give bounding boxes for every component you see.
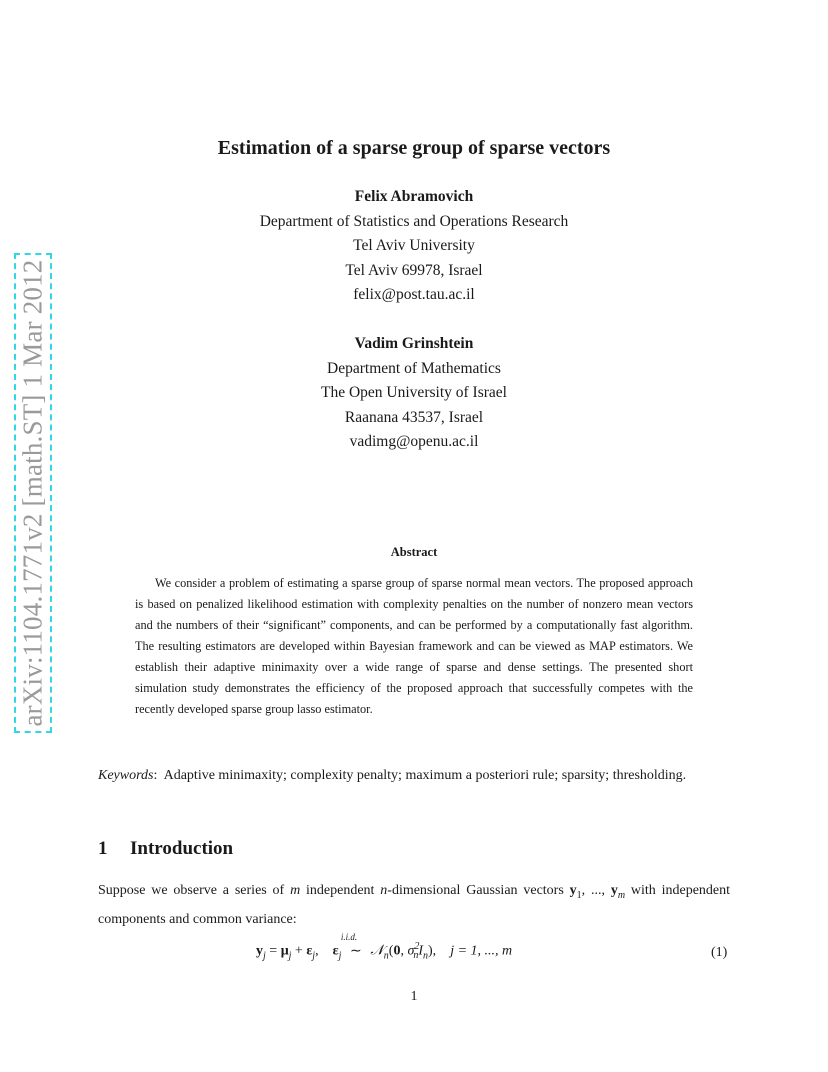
section-heading <box>98 838 233 860</box>
paper-title: Estimation of a sparse group of sparse vectors <box>217 137 611 159</box>
iid-label: i.i.d. <box>340 931 358 942</box>
author-affiliation-line: Department of Mathematics <box>327 359 501 377</box>
section-number: 1 <box>98 838 108 859</box>
intro-text: independent <box>300 883 381 898</box>
arxiv-stamp <box>14 253 52 733</box>
abstract-text: We consider a problem of estimating a sparse group of sparse normal mean vectors. The proposed approach is based on penalized likelihood estimation with complexity penalties on the number of nonzero mean vectors and the numbers of their “significant” components, and can be performed by a computationally fast algorithm. The resulting estimators are developed within Bayesian framework and can be viewed as MAP estimators. We establish their adaptive minimaxity over a wide range of sparse and dense settings. The presented short simulation study demonstrates the efficiency of the proposed approach that successfully competes with the recently developed sparse group lasso estimator. <box>135 576 693 716</box>
author-affiliation-line: Department of Statistics and Operations Research <box>259 212 569 230</box>
keywords-label: Keywords <box>98 768 154 783</box>
keywords-text: Adaptive minimaxity; complexity penalty; maximum a posteriori rule; sparsity; thresholding. <box>163 768 687 783</box>
math-vector: $y_1$ <box>569 883 582 901</box>
author-email: vadimg@openu.ac.il <box>349 433 479 450</box>
intro-text: with independent components and common variance: <box>98 883 731 927</box>
intro-text: -dimensional Gaussian vectors <box>387 883 570 898</box>
intro-text: Suppose we observe a series of <box>98 883 291 898</box>
equation-number: (1) <box>711 945 728 960</box>
author-name: Felix Abramovich <box>354 188 474 205</box>
author-affiliation-line: Raanana 43537, Israel <box>344 408 484 426</box>
iid-tilde: i.i.d. ∼ <box>340 931 362 959</box>
author-name: Vadim Grinshtein <box>354 335 474 352</box>
equation-index-range: j = 1, ..., m <box>450 943 513 959</box>
math-var: m <box>290 883 301 898</box>
abstract-heading: Abstract <box>390 545 438 559</box>
author-affiliation-line: The Open University of Israel <box>321 384 507 401</box>
author-block-2 <box>0 332 828 455</box>
page-number: 1 <box>410 989 418 1004</box>
math-var: n <box>380 883 388 898</box>
author-affiliation-line: Tel Aviv University <box>353 237 475 254</box>
equation-1: $y_j = \mu_j + \varepsilon_j$, $\varepsilon_j$ i.i.d. ∼ 𝒩$_n$(0, $\sigma^2_nI_n$), j = 1, ..., m <box>256 931 513 962</box>
author-email: felix@post.tau.ac.il <box>353 286 475 303</box>
math-vector: $y_m$ <box>610 883 626 901</box>
intro-paragraph: Suppose we observe a series of m independent n-dimensional Gaussian vectors $y_1$, ..., $y_m$ with independent components and common variance: <box>98 883 731 927</box>
arxiv-identifier: arXiv:1104.1771v2 [math.ST] 1 Mar 2012 <box>17 259 48 727</box>
author-affiliation-line: Tel Aviv 69978, Israel <box>345 261 483 279</box>
author-block-1 <box>0 185 828 308</box>
section-title: Introduction <box>130 838 234 859</box>
keywords: Keywords: Adaptive minimaxity; complexity penalty; maximum a posteriori rule; sparsity; thresholding. <box>98 768 687 783</box>
